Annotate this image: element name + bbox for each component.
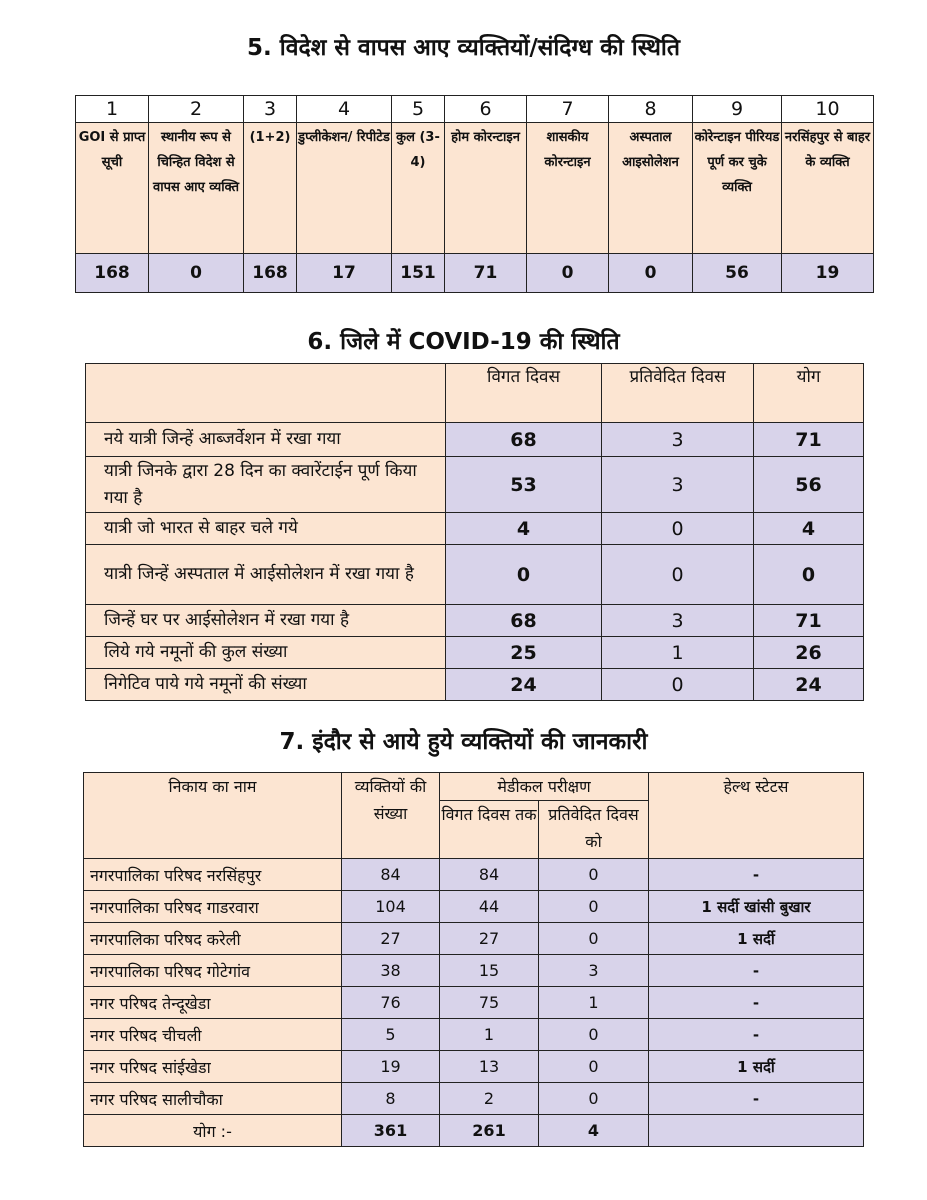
value-cell: 19 [782,254,874,293]
column-header: अस्पताल आइसोलेशन [609,123,693,254]
col-number: 2 [149,96,244,123]
col-number: 5 [392,96,445,123]
med-reported: 0 [539,923,649,955]
row-label: नये यात्री जिन्हें आब्जर्वेशन में रखा गया [86,423,446,457]
health-status: 1 सर्दी खांसी बुखार [649,891,864,923]
column-header: योग [754,364,864,423]
section7-title: 7. इंदौर से आये हुये व्यक्तियों की जानकारी [279,729,648,755]
section5-title: 5. विदेश से वापस आए व्यक्तियों/संदिग्ध की स्थिति [247,35,680,61]
total-value: 71 [754,605,864,637]
health-status: 1 सर्दी [649,1051,864,1083]
prev-value: 0 [446,545,602,605]
person-count: 8 [342,1083,440,1115]
column-header: GOI से प्राप्त सूची [76,123,149,254]
prev-value: 53 [446,457,602,513]
total-row [84,1115,864,1147]
value-cell: 71 [445,254,527,293]
body-name: नगर परिषद तेन्दूखेडा [84,987,342,1019]
column-header: कोरेन्टाइन पीरियड पूर्ण कर चुके व्यक्ति [693,123,782,254]
table-row [86,605,864,637]
value-cell: 17 [297,254,392,293]
body-name: नगर परिषद सांईखेडा [84,1051,342,1083]
body-name: नगरपालिका परिषद करेली [84,923,342,955]
med-prev: 1 [440,1019,539,1051]
med-prev: 75 [440,987,539,1019]
person-count: 84 [342,859,440,891]
header-med-reported: प्रतिवेदित दिवस को [539,801,649,859]
header-health-status: हेल्थ स्टेटस [649,773,864,859]
table-row [84,859,864,891]
total-prev: 261 [440,1115,539,1147]
med-prev: 84 [440,859,539,891]
med-reported: 0 [539,1019,649,1051]
med-reported: 0 [539,859,649,891]
total-value: 26 [754,637,864,669]
header-body-name: निकाय का नाम [84,773,342,859]
person-count: 27 [342,923,440,955]
total-value: 71 [754,423,864,457]
value-cell: 0 [527,254,609,293]
col-number: 1 [76,96,149,123]
total-value: 24 [754,669,864,701]
column-header: नरसिंहपुर से बाहर के व्यक्ति [782,123,874,254]
table-row [84,1051,864,1083]
col-number: 10 [782,96,874,123]
column-header: कुल (3-4) [392,123,445,254]
table-row [86,637,864,669]
header-row [84,773,864,801]
med-reported: 3 [539,955,649,987]
total-label: योग :- [84,1115,342,1147]
column-header: विगत दिवस [446,364,602,423]
table-row [84,1083,864,1115]
header-med-prev: विगत दिवस तक [440,801,539,859]
indore-arrivals-table [83,772,864,1147]
total-count: 361 [342,1115,440,1147]
column-header: (1+2) [244,123,297,254]
col-number: 7 [527,96,609,123]
med-prev: 44 [440,891,539,923]
body-name: नगर परिषद चीचली [84,1019,342,1051]
total-value: 56 [754,457,864,513]
reported-value: 3 [602,423,754,457]
table-row [86,545,864,605]
med-prev: 2 [440,1083,539,1115]
header-person-count: व्यक्तियों की संख्या [342,773,440,859]
person-count: 19 [342,1051,440,1083]
value-cell: 168 [76,254,149,293]
prev-value: 68 [446,423,602,457]
body-name: नगरपालिका परिषद नरसिंहपुर [84,859,342,891]
value-cell: 0 [149,254,244,293]
med-reported: 0 [539,891,649,923]
reported-value: 1 [602,637,754,669]
med-reported: 1 [539,987,649,1019]
column-header: होम कोरन्टाइन [445,123,527,254]
med-prev: 15 [440,955,539,987]
person-count: 38 [342,955,440,987]
med-reported: 0 [539,1051,649,1083]
col-number: 3 [244,96,297,123]
table-row [84,891,864,923]
person-count: 5 [342,1019,440,1051]
reported-value: 0 [602,513,754,545]
reported-value: 0 [602,669,754,701]
med-reported: 0 [539,1083,649,1115]
table-row [84,923,864,955]
row-label: लिये गये नमूनों की कुल संख्या [86,637,446,669]
row-label: निगेटिव पाये गये नमूनों की संख्या [86,669,446,701]
column-header: प्रतिवेदित दिवस [602,364,754,423]
person-count: 104 [342,891,440,923]
covid-status-table [85,363,864,701]
table-row [84,1019,864,1051]
column-number-row [76,96,874,123]
prev-value: 68 [446,605,602,637]
row-label: यात्री जो भारत से बाहर चले गये [86,513,446,545]
health-status: - [649,955,864,987]
table-row [84,955,864,987]
value-cell: 0 [609,254,693,293]
row-label: यात्री जिन्हें अस्पताल में आईसोलेशन में रखा गया है [86,545,446,605]
col-number: 8 [609,96,693,123]
health-status: - [649,1019,864,1051]
reported-value: 0 [602,545,754,605]
col-number: 9 [693,96,782,123]
health-status: - [649,859,864,891]
section6-title: 6. जिले में COVID-19 की स्थिति [307,329,620,355]
value-row [76,254,874,293]
total-health-empty [649,1115,864,1147]
table-row [86,423,864,457]
reported-value: 3 [602,457,754,513]
value-cell: 151 [392,254,445,293]
health-status: - [649,987,864,1019]
prev-value: 4 [446,513,602,545]
returnees-table [75,95,874,293]
body-name: नगरपालिका परिषद गोटेगांव [84,955,342,987]
col-number: 4 [297,96,392,123]
row-label: यात्री जिनके द्वारा 28 दिन का क्वारेंटाईन पूर्ण किया गया है [86,457,446,513]
body-name: नगरपालिका परिषद गाडरवारा [84,891,342,923]
prev-value: 25 [446,637,602,669]
header-row [86,364,864,423]
table-row [84,987,864,1019]
health-status: - [649,1083,864,1115]
column-header: शासकीय कोरन्टाइन [527,123,609,254]
table-row [86,513,864,545]
body-name: नगर परिषद सालीचौका [84,1083,342,1115]
column-header: स्थानीय रूप से चिन्हित विदेश से वापस आए व्यक्ति [149,123,244,254]
column-header [86,364,446,423]
header-medical-test: मेडीकल परीक्षण [440,773,649,801]
col-number: 6 [445,96,527,123]
total-reported: 4 [539,1115,649,1147]
column-header: डुप्लीकेशन/ रिपीटेड [297,123,392,254]
total-value: 0 [754,545,864,605]
health-status: 1 सर्दी [649,923,864,955]
prev-value: 24 [446,669,602,701]
person-count: 76 [342,987,440,1019]
med-prev: 13 [440,1051,539,1083]
row-label: जिन्हें घर पर आईसोलेशन में रखा गया है [86,605,446,637]
header-row [76,123,874,254]
value-cell: 168 [244,254,297,293]
value-cell: 56 [693,254,782,293]
reported-value: 3 [602,605,754,637]
total-value: 4 [754,513,864,545]
med-prev: 27 [440,923,539,955]
table-row [86,457,864,513]
table-row [86,669,864,701]
